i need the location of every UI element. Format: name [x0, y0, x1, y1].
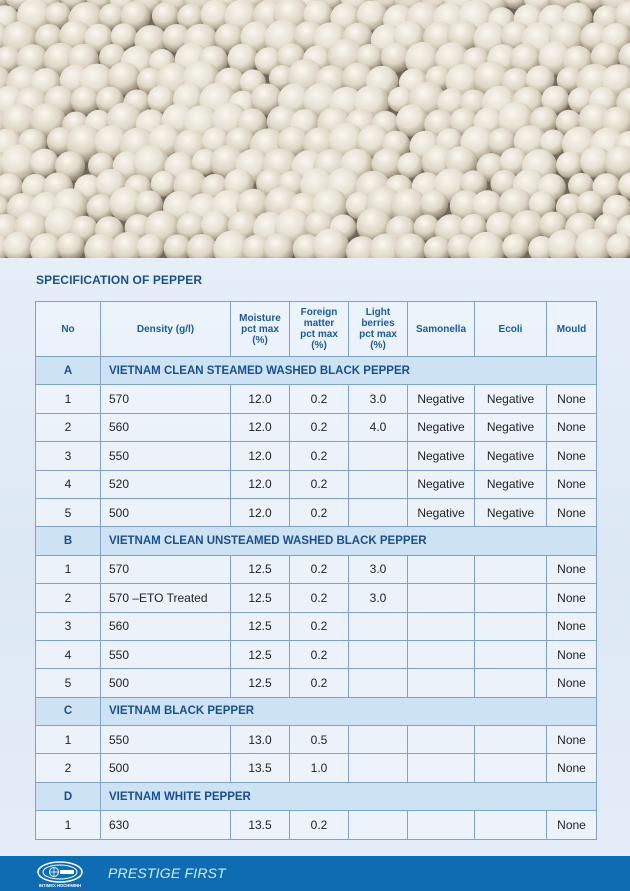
cell-foreign: 0.2: [290, 555, 349, 583]
page-title: SPECIFICATION OF PEPPER: [36, 273, 203, 287]
cell-density: 630: [101, 811, 231, 839]
cell-samonella: Negative: [408, 385, 475, 413]
cell-foreign: 0.2: [290, 470, 349, 498]
cell-ecoli: [475, 640, 547, 668]
cell-foreign: 0.2: [290, 442, 349, 470]
logo-caption: INTIMEX HOCHIMINH: [38, 883, 82, 888]
cell-light: 3.0: [349, 584, 408, 612]
cell-foreign: 0.2: [290, 669, 349, 697]
cell-density: 570: [101, 385, 231, 413]
cell-moisture: 13.0: [231, 726, 290, 754]
cell-light: [349, 442, 408, 470]
table-row: [36, 612, 597, 640]
cell-foreign: 0.2: [290, 612, 349, 640]
cell-no: 2: [36, 754, 101, 782]
foreign-line-2: matter: [303, 318, 335, 329]
cell-moisture: 12.0: [231, 470, 290, 498]
cell-moisture: 13.5: [231, 811, 290, 839]
pepper-berries-illustration: [0, 0, 630, 258]
group-name: VIETNAM CLEAN UNSTEAMED WASHED BLACK PEPPER: [101, 527, 597, 555]
pepper-specification-table: [35, 301, 597, 840]
cell-moisture: 12.5: [231, 555, 290, 583]
table-row: [36, 669, 597, 697]
hero-image-pepper-berries: [0, 0, 630, 258]
group-name: VIETNAM CLEAN STEAMED WASHED BLACK PEPPER: [101, 357, 597, 385]
cell-moisture: 12.5: [231, 612, 290, 640]
cell-no: 4: [36, 640, 101, 668]
cell-ecoli: Negative: [475, 385, 547, 413]
cell-samonella: [408, 669, 475, 697]
cell-mould: None: [547, 669, 597, 697]
cell-no: 3: [36, 612, 101, 640]
cell-mould: None: [547, 754, 597, 782]
cell-no: 1: [36, 385, 101, 413]
cell-density: 550: [101, 442, 231, 470]
cell-foreign: 0.2: [290, 584, 349, 612]
cell-moisture: 12.0: [231, 442, 290, 470]
cell-mould: None: [547, 413, 597, 441]
cell-moisture: 12.5: [231, 640, 290, 668]
footer-slogan: PRESTIGE FIRST: [108, 865, 226, 881]
cell-mould: None: [547, 470, 597, 498]
cell-foreign: 0.2: [290, 811, 349, 839]
table-row: [36, 726, 597, 754]
cell-samonella: [408, 640, 475, 668]
cell-no: 1: [36, 555, 101, 583]
table-row: [36, 811, 597, 839]
cell-moisture: 12.0: [231, 498, 290, 526]
cell-density: 570: [101, 555, 231, 583]
cell-foreign: 0.5: [290, 726, 349, 754]
table-row: [36, 555, 597, 583]
table-row: [36, 754, 597, 782]
cell-ecoli: Negative: [475, 413, 547, 441]
light-line-1: Light: [365, 307, 391, 318]
group-row-a: [36, 357, 597, 385]
group-name: VIETNAM WHITE PEPPER: [101, 782, 597, 810]
cell-ecoli: [475, 754, 547, 782]
group-code: C: [36, 697, 101, 725]
col-header-moisture: [231, 302, 290, 357]
cell-moisture: 13.5: [231, 754, 290, 782]
cell-ecoli: Negative: [475, 442, 547, 470]
cell-ecoli: [475, 726, 547, 754]
group-code: D: [36, 782, 101, 810]
cell-no: 2: [36, 584, 101, 612]
cell-ecoli: [475, 584, 547, 612]
cell-moisture: 12.0: [231, 413, 290, 441]
col-header-mould: Mould: [547, 302, 597, 357]
cell-foreign: 1.0: [290, 754, 349, 782]
foreign-line-3: pct max: [300, 329, 338, 340]
cell-light: [349, 612, 408, 640]
col-header-ecoli: Ecoli: [475, 302, 547, 357]
cell-no: 3: [36, 442, 101, 470]
light-line-4: (%): [370, 340, 386, 351]
col-header-no: No: [36, 302, 101, 357]
cell-mould: None: [547, 385, 597, 413]
moisture-line-2: pct max: [241, 323, 279, 335]
cell-ecoli: Negative: [475, 470, 547, 498]
intimex-logo-icon: [34, 859, 86, 889]
cell-samonella: [408, 811, 475, 839]
col-header-foreign-matter: [290, 302, 349, 357]
cell-no: 4: [36, 470, 101, 498]
col-header-samonella: Samonella: [408, 302, 475, 357]
cell-foreign: 0.2: [290, 413, 349, 441]
cell-light: [349, 754, 408, 782]
table-header-row: [36, 302, 597, 357]
cell-samonella: [408, 612, 475, 640]
cell-ecoli: [475, 612, 547, 640]
cell-no: 5: [36, 669, 101, 697]
cell-density: 500: [101, 498, 231, 526]
cell-mould: None: [547, 726, 597, 754]
footer-bar: [0, 856, 630, 891]
cell-no: 1: [36, 811, 101, 839]
cell-mould: None: [547, 584, 597, 612]
cell-light: [349, 669, 408, 697]
cell-ecoli: [475, 555, 547, 583]
cell-moisture: 12.5: [231, 669, 290, 697]
group-row-d: [36, 782, 597, 810]
cell-ecoli: [475, 669, 547, 697]
cell-mould: None: [547, 442, 597, 470]
cell-moisture: 12.5: [231, 584, 290, 612]
cell-light: 3.0: [349, 555, 408, 583]
cell-mould: None: [547, 640, 597, 668]
cell-density: 560: [101, 612, 231, 640]
table-row: [36, 442, 597, 470]
cell-samonella: [408, 584, 475, 612]
light-line-3: pct max: [359, 329, 397, 340]
moisture-line-1: Moisture: [239, 312, 281, 324]
table-row: [36, 470, 597, 498]
cell-foreign: 0.2: [290, 385, 349, 413]
cell-ecoli: Negative: [475, 498, 547, 526]
cell-samonella: [408, 754, 475, 782]
table-row: [36, 385, 597, 413]
foreign-line-1: Foreign: [300, 307, 338, 318]
cell-mould: None: [547, 555, 597, 583]
table-row: [36, 584, 597, 612]
cell-light: [349, 498, 408, 526]
table-body: [36, 357, 597, 840]
cell-density: 550: [101, 726, 231, 754]
col-header-density: Density (g/l): [101, 302, 231, 357]
cell-no: 2: [36, 413, 101, 441]
light-line-2: berries: [361, 318, 395, 329]
group-code: B: [36, 527, 101, 555]
cell-foreign: 0.2: [290, 640, 349, 668]
cell-samonella: Negative: [408, 470, 475, 498]
group-code: A: [36, 357, 101, 385]
cell-mould: None: [547, 612, 597, 640]
group-name: VIETNAM BLACK PEPPER: [101, 697, 597, 725]
cell-light: [349, 726, 408, 754]
cell-ecoli: [475, 811, 547, 839]
cell-light: 3.0: [349, 385, 408, 413]
col-header-light-berries: [349, 302, 408, 357]
cell-light: [349, 640, 408, 668]
table-row: [36, 413, 597, 441]
cell-samonella: Negative: [408, 442, 475, 470]
cell-light: [349, 470, 408, 498]
cell-mould: None: [547, 811, 597, 839]
cell-samonella: [408, 555, 475, 583]
cell-samonella: [408, 726, 475, 754]
cell-density: 570 –ETO Treated: [101, 584, 231, 612]
cell-light: 4.0: [349, 413, 408, 441]
foreign-line-4: (%): [311, 340, 327, 351]
table-row: [36, 640, 597, 668]
cell-samonella: Negative: [408, 413, 475, 441]
cell-no: 5: [36, 498, 101, 526]
cell-moisture: 12.0: [231, 385, 290, 413]
cell-density: 560: [101, 413, 231, 441]
pepper-berry: [420, 190, 448, 218]
cell-foreign: 0.2: [290, 498, 349, 526]
cell-density: 550: [101, 640, 231, 668]
table-row: [36, 498, 597, 526]
moisture-line-3: (%): [252, 334, 268, 346]
cell-density: 500: [101, 669, 231, 697]
group-row-c: [36, 697, 597, 725]
cell-density: 500: [101, 754, 231, 782]
group-row-b: [36, 527, 597, 555]
cell-no: 1: [36, 726, 101, 754]
cell-mould: None: [547, 498, 597, 526]
cell-light: [349, 811, 408, 839]
cell-samonella: Negative: [408, 498, 475, 526]
cell-density: 520: [101, 470, 231, 498]
